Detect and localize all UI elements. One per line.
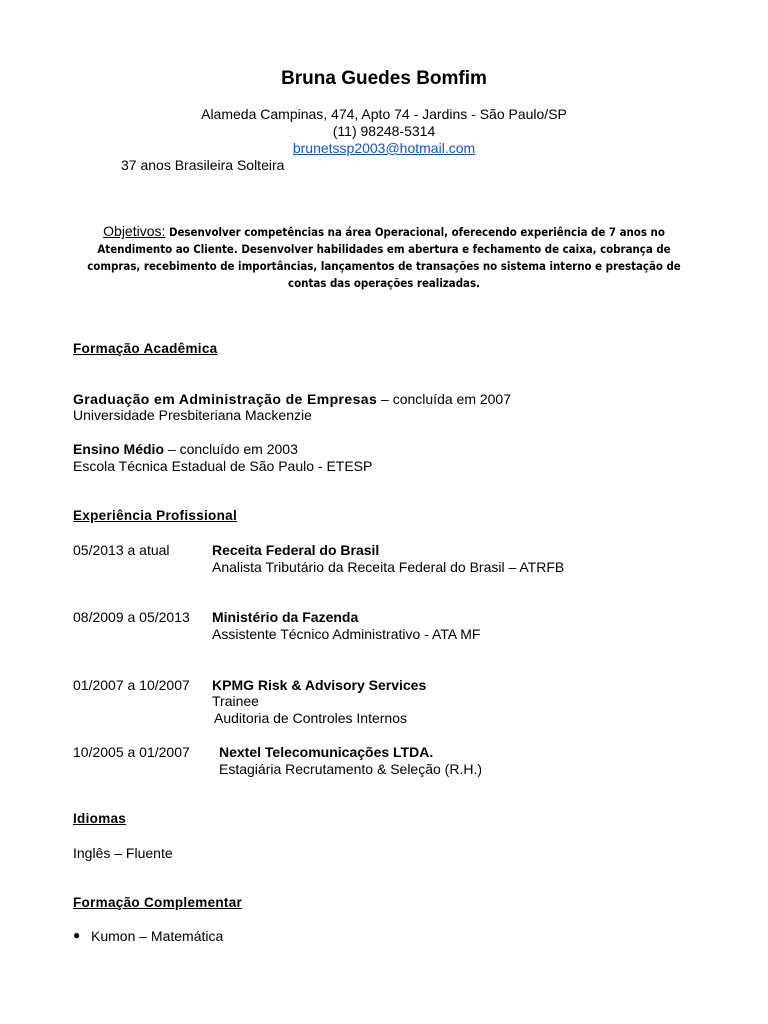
personal-info: 37 anos Brasileira Solteira — [121, 157, 285, 173]
job-role: Assistente Técnico Administrativo - ATA MF — [212, 626, 481, 642]
phone: (11) 98248-5314 — [332, 123, 436, 139]
job-company: Ministério da Fazenda — [212, 609, 359, 625]
job-company: KPMG Risk & Advisory Services — [212, 677, 427, 693]
job-period: 10/2005 a 01/2007 — [73, 744, 190, 760]
language-item: Inglês – Fluente — [73, 845, 173, 861]
experience-heading: Experiência Profissional — [73, 508, 238, 523]
job-company: Receita Federal do Brasil — [212, 542, 380, 558]
job-period: 05/2013 a atual — [73, 542, 170, 558]
candidate-name: Bruna Guedes Bomfim — [281, 68, 487, 89]
education-item — [73, 441, 298, 457]
objectives-label: Objetivos: — [103, 223, 166, 239]
job-role: Estagiária Recrutamento & Seleção (R.H.) — [219, 761, 482, 777]
email-link[interactable]: brunetssp2003@hotmail.com — [292, 140, 476, 156]
complementary-item: Kumon – Matemática — [91, 928, 224, 944]
job-period: 01/2007 a 10/2007 — [73, 677, 190, 693]
complementary-heading: Formação Complementar — [73, 895, 243, 910]
objectives-block — [84, 223, 684, 292]
job-role-detail: Auditoria de Controles Internos — [214, 710, 407, 726]
job-role: Trainee — [212, 693, 259, 709]
education-item — [73, 391, 511, 407]
address: Alameda Campinas, 474, Apto 74 - Jardins - São Paulo/SP — [201, 106, 567, 122]
degree: Ensino Médio — [73, 441, 164, 457]
school: Universidade Presbiteriana Mackenzie — [73, 407, 312, 423]
job-role: Analista Tributário da Receita Federal do Brasil – ATRFB — [212, 559, 565, 575]
job-company: Nextel Telecomunicações LTDA. — [219, 744, 434, 760]
degree-status: – concluído em 2003 — [164, 441, 298, 457]
email-link-row — [0, 140, 768, 156]
objectives-text: Desenvolver competências na área Operacional, oferecendo experiência de 7 anos no Atendimento ao Cliente. Desenvolver habilidades em abertura e fechamento de caixa, cobrança de compras, recebimento de importâncias, lançamentos de transações no sistema interno e prestação de contas das operações realizadas. — [87, 225, 681, 290]
education-heading: Formação Acadêmica — [73, 341, 218, 356]
degree-status: – concluída em 2007 — [377, 391, 512, 407]
languages-heading: Idiomas — [73, 811, 127, 826]
school: Escola Técnica Estadual de São Paulo - ETESP — [73, 458, 373, 474]
job-period: 08/2009 a 05/2013 — [73, 609, 190, 625]
degree: Graduação em Administração de Empresas — [73, 391, 378, 407]
bullet-icon: ● — [73, 928, 81, 942]
